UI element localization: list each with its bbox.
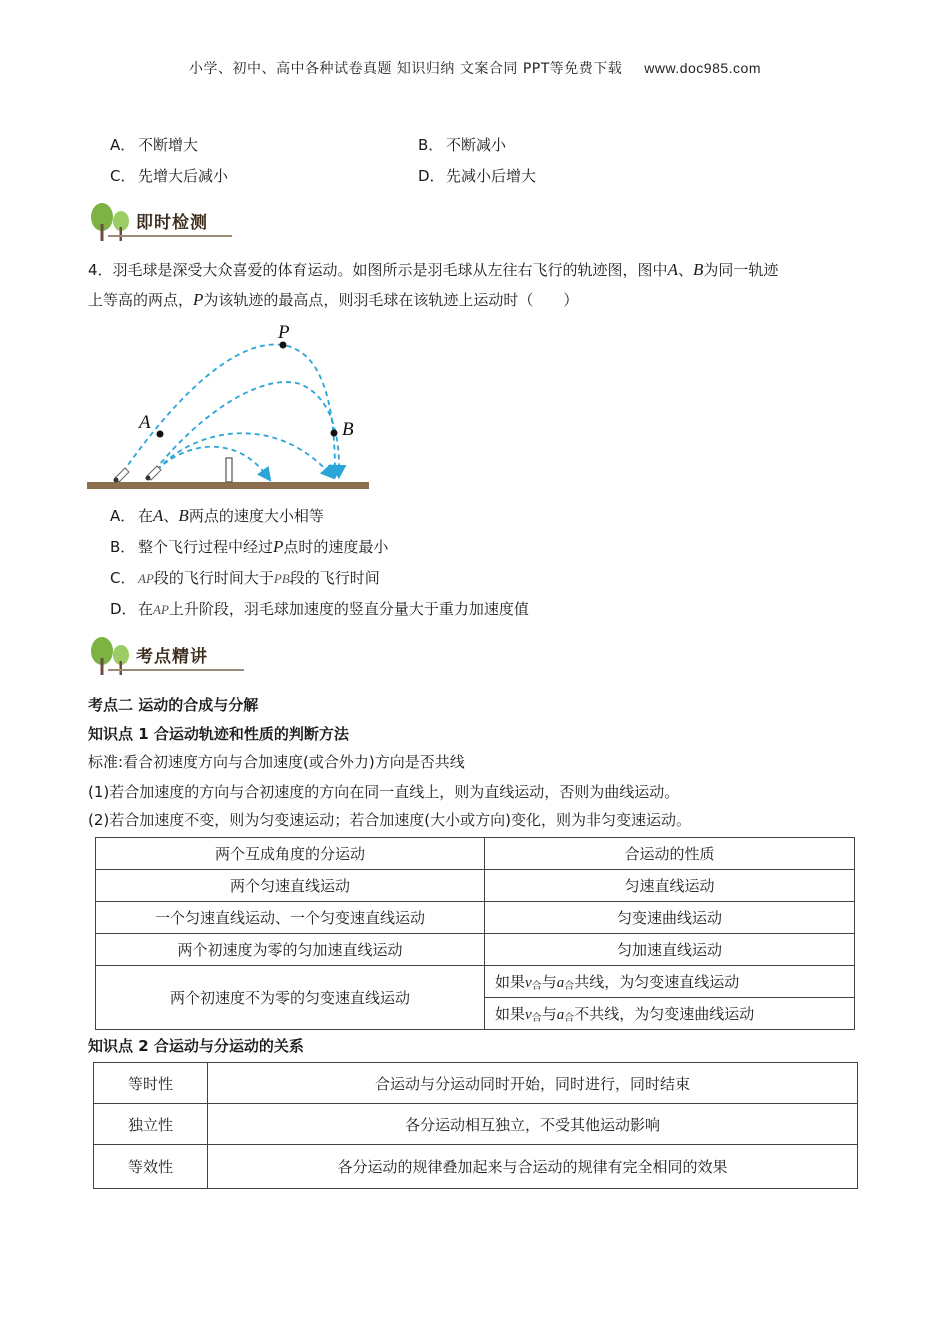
shuttlecock-icon xyxy=(146,466,162,481)
table-row: 独立性 各分运动相互独立，不受其他运动影响 xyxy=(94,1104,858,1145)
collinear-cell: 如果$v_合$与$a_合$共线，为匀变速直线运动 xyxy=(485,966,855,998)
banner-title: 考点精讲 xyxy=(136,647,208,667)
kp1-point-2: (2)若合加速度不变，则为匀变速运动；若合加速度(大小或方向)变化，则为非匀变速运动。 xyxy=(88,811,691,829)
point-a xyxy=(157,431,164,438)
question-4-line-1: 4．羽毛球是深受大众喜爱的体育运动。如图所示是羽毛球从左往右飞行的轨迹图，图中A、B为同一轨迹 xyxy=(88,260,779,279)
header-text: 小学、初中、高中各种试卷真题 知识归纳 文案合同 PPT等免费下载 xyxy=(188,61,623,77)
header-url[interactable]: www.doc985.com xyxy=(644,60,761,76)
kp2-title: 知识点 2 合运动与分运动的关系 xyxy=(88,1037,304,1055)
table-row: 等时性 合运动与分运动同时开始，同时进行，同时结束 xyxy=(94,1063,858,1104)
trajectory-middle xyxy=(155,382,339,472)
motion-relation-table xyxy=(93,1062,858,1189)
kp1-standard: 标准:看合初速度方向与合加速度(或合外力)方向是否共线 xyxy=(88,753,465,771)
table-row: 两个初速度为零的匀加速直线运动 匀加速直线运动 xyxy=(96,934,855,966)
prev-option-c: C． 先增大后减小 xyxy=(110,167,229,185)
label-a: A xyxy=(139,412,151,433)
prev-option-d: D．先减小后增大 xyxy=(418,167,537,185)
option-d: D．在AP上升阶段，羽毛球加速度的竖直分量大于重力加速度值 xyxy=(110,600,529,618)
kp1-point-1: (1)若合加速度的方向与合初速度的方向在同一直线上，则为直线运动，否则为曲线运动。 xyxy=(88,783,680,801)
prev-option-a: A． 不断增大 xyxy=(110,136,199,154)
option-b: B． 整个飞行过程中经过P点时的速度最小 xyxy=(110,537,389,556)
page-header xyxy=(0,58,950,78)
trajectory-short xyxy=(157,447,267,476)
table-header-cell: 合运动的性质 xyxy=(485,838,855,870)
question-4-line-2: 上等高的两点，P为该轨迹的最高点，则羽毛球在该轨迹上运动时（ ） xyxy=(88,290,579,309)
banner-title: 即时检测 xyxy=(136,213,208,233)
label-b: B xyxy=(342,419,354,440)
kp1-title: 知识点 1 合运动轨迹和性质的判断方法 xyxy=(88,725,349,743)
table-header-row xyxy=(96,838,855,870)
prev-option-b: B． 不断减小 xyxy=(418,136,507,154)
banner-underline xyxy=(108,235,232,237)
label-p: P xyxy=(278,322,290,343)
point-b xyxy=(331,430,338,437)
table-row: 等效性 各分运动的规律叠加起来与合运动的规律有完全相同的效果 xyxy=(94,1145,858,1189)
net-post xyxy=(226,458,232,482)
tree-icon xyxy=(88,202,138,244)
banner-instant-check xyxy=(88,202,238,246)
tree-icon xyxy=(88,636,138,678)
table-header-cell: 两个互成角度的分运动 xyxy=(96,838,485,870)
non-collinear-cell: 如果$v_合$与$a_合$不共线，为匀变速曲线运动 xyxy=(485,998,855,1030)
banner-key-points xyxy=(88,636,248,680)
motion-properties-table xyxy=(95,837,855,1030)
option-a: A． 在A、B两点的速度大小相等 xyxy=(110,506,324,525)
option-c: C． AP段的飞行时间大于PB段的飞行时间 xyxy=(110,569,380,587)
question-4 xyxy=(88,255,878,315)
section-title: 考点二 运动的合成与分解 xyxy=(88,696,259,714)
shuttlecock-icon xyxy=(114,468,130,483)
banner-underline xyxy=(108,669,244,671)
trajectory-outer xyxy=(123,344,335,472)
table-row: 一个匀速直线运动、一个匀变速直线运动 匀变速曲线运动 xyxy=(96,902,855,934)
badminton-trajectory-figure xyxy=(85,318,375,493)
table-row: 两个初速度不为零的匀变速直线运动 如果$v_合$与$a_合$共线，为匀变速直线运动 xyxy=(96,966,855,998)
ground xyxy=(87,482,369,489)
table-row: 两个匀速直线运动 匀速直线运动 xyxy=(96,870,855,902)
